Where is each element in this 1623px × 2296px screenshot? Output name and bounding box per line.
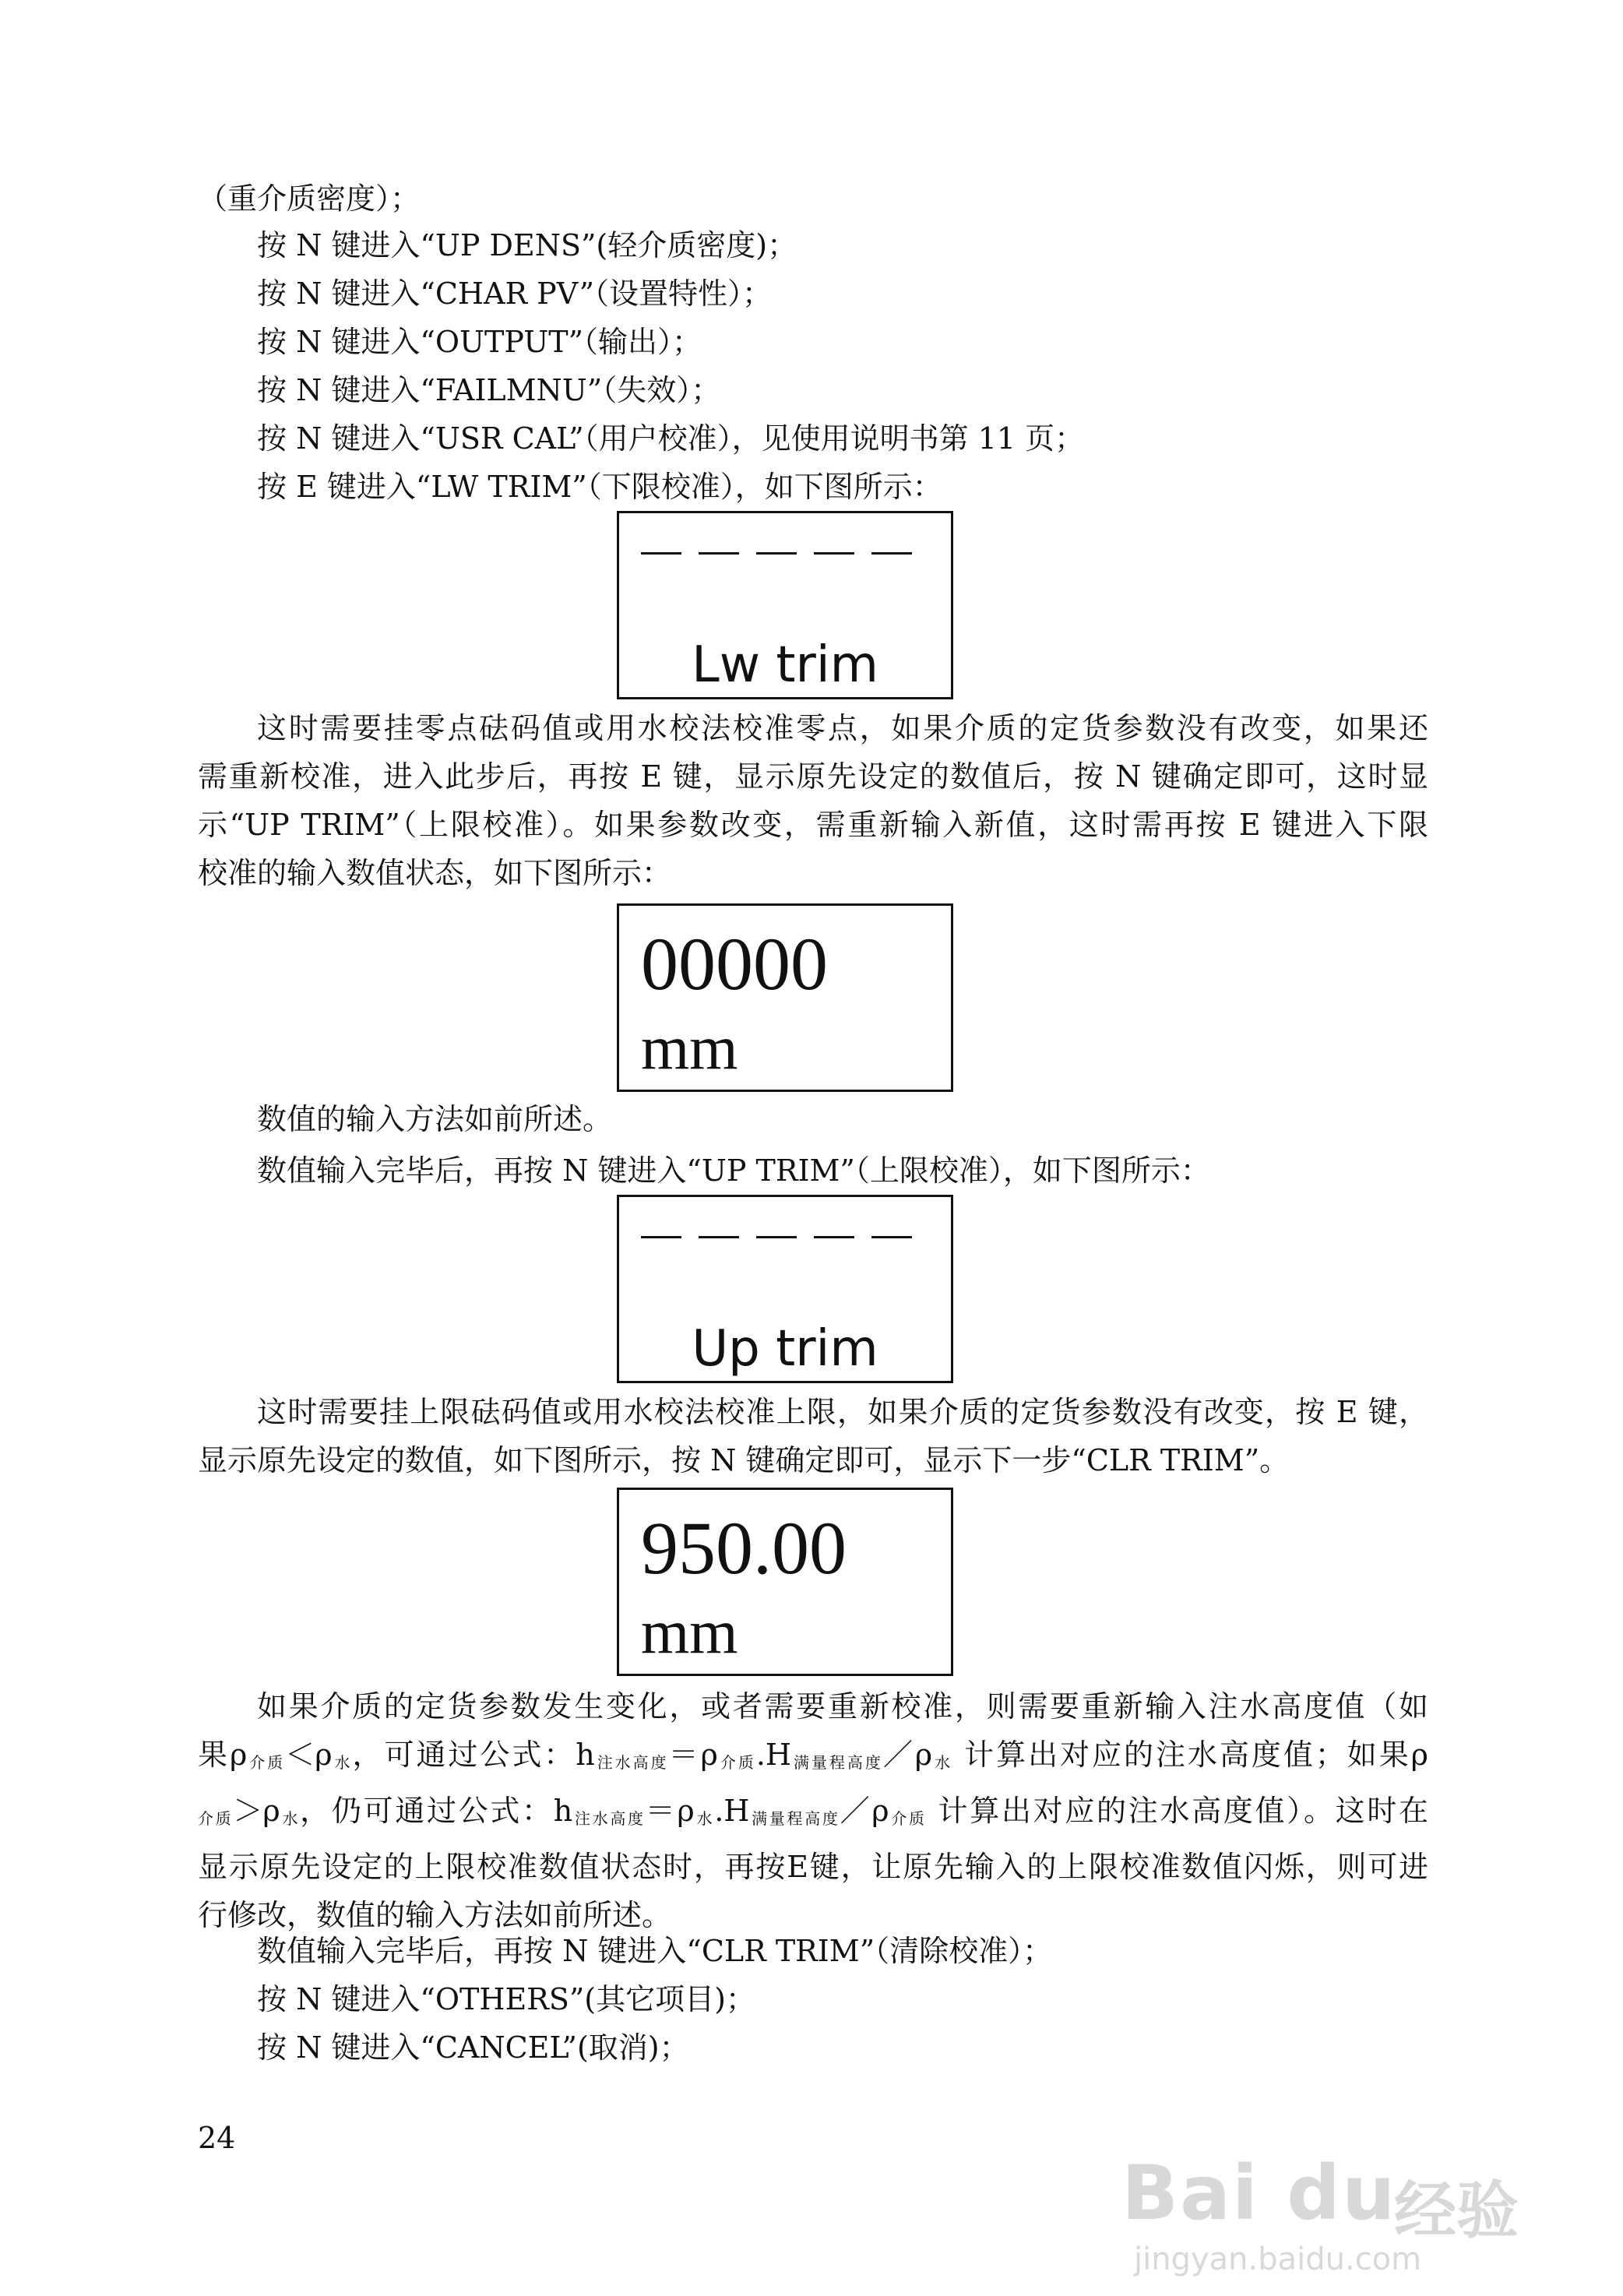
lcd-display-value: [617, 1488, 953, 1676]
paragraph-line: 行修改，数值的输入方法如前所述。: [198, 1898, 672, 1932]
text-line: 按 N 键进入“FAILMNU”（失效）；: [257, 373, 721, 407]
paragraph-line: 示“UP TRIM”（上限校准）。如果参数改变，需重新输入新值，这时需再按 E 键进入下限: [198, 808, 1428, 842]
display-label: Up trim: [692, 1320, 878, 1378]
text-line: 按 N 键进入“OUTPUT”（输出）；: [257, 325, 702, 359]
display-label: Lw trim: [692, 636, 878, 694]
lcd-display-up-trim: [617, 1195, 953, 1383]
display-value: 950.00: [641, 1506, 847, 1590]
watermark-url: jingyan.baidu.com: [1134, 2241, 1422, 2277]
text-line: （重介质密度）；: [198, 181, 421, 216]
baidu-logo: Bai du: [1121, 2150, 1397, 2237]
paragraph-line: 这时需要挂上限砝码值或用水校法校准上限，如果介质的定货参数没有改变，按 E 键，: [257, 1395, 1428, 1429]
page-number: 24: [198, 2121, 236, 2155]
paragraph-line: 这时需要挂零点砝码值或用水校法校准零点，如果介质的定货参数没有改变，如果还: [257, 711, 1428, 745]
text-line: 数值输入完毕后，再按 N 键进入“UP TRIM”（上限校准），如下图所示：: [257, 1153, 1210, 1188]
formula-line: $_{介质}>\rho_水$，仍可通过公式：$h_{注水高度}=\rho_水.H_{满量程高度}/\rho_{介质}$ 计算出对应的注水高度值）。这时在: [198, 1794, 1429, 1828]
lcd-display-lw-trim: [617, 511, 953, 699]
display-unit: mm: [641, 1598, 738, 1667]
text-line: 数值输入完毕后，再按 N 键进入“CLR TRIM”（清除校准）；: [257, 1934, 1053, 1968]
baidu-jingyan-watermark: [1106, 2150, 1542, 2290]
paragraph-line: 显示原先设定的数值，如下图所示，按 N 键确定即可，显示下一步“CLR TRIM”。: [198, 1443, 1290, 1477]
paragraph: [198, 704, 1428, 897]
paragraph-line: 显示原先设定的上限校准数值状态时，再按E键，让原先输入的上限校准数值闪烁，则可进: [198, 1850, 1428, 1884]
text-line: 按 N 键进入“CANCEL”(取消)；: [257, 2030, 689, 2065]
text-line: 按 N 键进入“UP DENS”(轻介质密度)；: [257, 228, 797, 262]
jingyan-logo: 经验: [1394, 2175, 1519, 2247]
dash-placeholder: [641, 552, 912, 555]
paragraph-line: 需重新校准，进入此步后，再按 E 键，显示原先设定的数值后，按 N 键确定即可，这时显: [198, 759, 1428, 794]
text-line: 按 N 键进入“CHAR PV”（设置特性）；: [257, 276, 773, 311]
display-value: 00000: [641, 922, 828, 1005]
dash-placeholder: [641, 1236, 912, 1238]
text-line: 按 N 键进入“OTHERS”(其它项目)；: [257, 1982, 755, 2016]
formula-line: 果$\rho_{介质}<\rho_水$，可通过公式：$h_{注水高度}=\rho_{介质}.H_{满量程高度}/\rho_水$ 计算出对应的注水高度值；如果ρ: [198, 1738, 1429, 1772]
text-line: 按 E 键进入“LW TRIM”（下限校准），如下图所示：: [257, 470, 942, 504]
paragraph-formula: [198, 1682, 1428, 1939]
display-unit: mm: [641, 1014, 738, 1083]
paragraph-line: 校准的输入数值状态，如下图所示：: [198, 856, 672, 890]
lcd-display-value: [617, 903, 953, 1092]
paragraph-line: 如果介质的定货参数发生变化，或者需要重新校准，则需要重新输入注水高度值（如: [257, 1689, 1428, 1724]
paragraph: [198, 1388, 1428, 1484]
text-line: 数值的输入方法如前所述。: [257, 1102, 613, 1136]
text-line: 按 N 键进入“USR CAL”（用户校准），见使用说明书第 11 页；: [257, 421, 1085, 456]
